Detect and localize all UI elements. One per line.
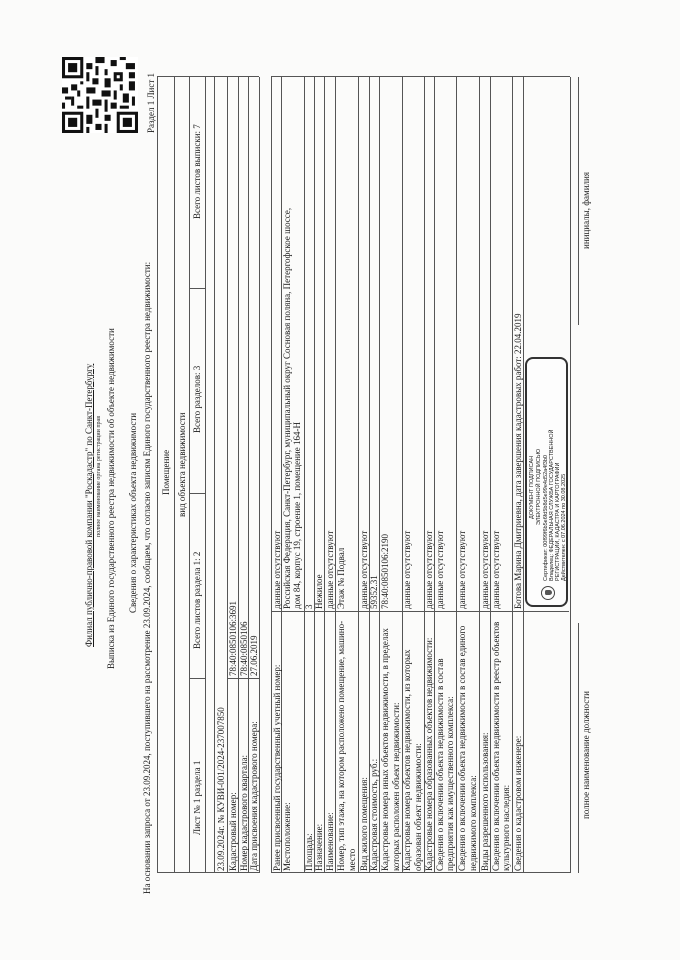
assignment-date-label: Дата присвоения кадастрового номера: [249,721,259,871]
qr-code [62,57,138,133]
object-type: Помещение [161,449,171,495]
signature-stamp [525,357,568,607]
stamp-line-1: ДОКУМЕНТ ПОДПИСАН [529,455,535,519]
parent-objects-label: Кадастровые номера иных объектов недвижимости, в пределах [380,628,390,871]
purpose-value: Нежилое [314,574,324,609]
source-objects-label: Кадастровые номера объектов недвижимости, из которых [402,649,412,871]
emblem-icon [541,586,555,600]
branch-name: Филиал публично-правовой компании "Роскадастр" по Санкт-Петербургу [84,363,94,647]
extract-sheets-total: Всего листов выписки: 7 [192,124,202,219]
permitted-use-value: данные отсутствуют [480,530,490,609]
source-objects-value: данные отсутствуют [402,530,412,609]
stamp-line-2: ЭЛЕКТРОННОЙ ПОДПИСЬЮ [536,448,542,525]
source-objects-label-line2: образован объект недвижимости: [413,743,423,871]
floor-label: Номер, тип этажа, на котором расположено помещение, машино- [336,620,346,871]
quarter-number-value: 78:40:0850106 [239,621,249,676]
cadastral-value-label: Кадастровая стоимость, руб.: [369,758,379,871]
name-caption: инициалы, фамилия [581,172,591,249]
heritage-label-line2: культурного наследия: [501,784,511,871]
rotated-document [58,49,618,909]
stamp-owner-line2: РЕГИСТРАЦИИ, КАДАСТРА И КАРТОГРАФИИ [555,462,561,581]
enterprise-label: Сведения о включении объекта недвижимости в состав [435,658,445,871]
parent-objects-value: 78:40:0850106:2190 [380,533,390,609]
extract-date-number: 23.09.2024г. № КУВИ-001/2024-237007850 [216,707,226,871]
permitted-use-label: Виды разрешенного использования: [480,732,490,871]
quarter-number-label: Номер кадастрового квартала: [239,755,249,871]
stamp-validity: Действителен: с 07.06.2024 по 30.08.2025 [561,473,567,581]
section-sheets-total: Всего листов раздела 1: 2 [192,551,202,649]
area-label: Площадь: [304,833,314,871]
sheet-number: Лист № 1 раздела 1 [192,760,202,835]
object-type-caption: вид объекта недвижимости [177,412,187,517]
living-type-label: Вид жилого помещения: [359,777,369,871]
previous-number-value: данные отсутствуют [272,530,282,609]
location-value-line2: дом 84, корпус 19, строение 1, помещение 164-Н [292,422,302,609]
location-value: Российская Федерация, Санкт-Петербург, муниципальный округ Сосновая поляна, Петергофское шоссе, [282,207,292,609]
location-label: Местоположение: [282,802,292,871]
enterprise-value: данные отсутствуют [435,530,445,609]
complex-value: данные отсутствуют [457,530,467,609]
previous-number-label: Ранее присвоенный государственный учетный номер: [272,664,282,871]
formed-objects-label: Кадастровые номера образованных объектов недвижимости: [424,637,434,871]
cadastral-number-label: Кадастровый номер: [228,792,238,871]
cadastral-number-value: 78:40:0850106:3691 [228,600,238,676]
enterprise-label-line2: предприятия как имущественного комплекса: [445,696,455,871]
position-caption: полное наименование должности [581,691,591,819]
branch-caption: полное наименование органа регистрации прав [96,415,102,537]
info-title: Сведения о характеристиках объекта недвижимости [128,412,138,613]
complex-label-line2: недвижимого комплекса: [468,775,478,871]
area-value: 3 [304,604,314,609]
name-label: Наименование: [325,812,335,871]
stamp-owner: Владелец: ФЕДЕРАЛЬНАЯ СЛУЖБА ГОСУДАРСТВЕННОЙ [549,429,555,581]
cadastral-value-value: 59352.31 [369,575,379,609]
living-type-value: данные отсутствуют [359,530,369,609]
extract-title: Выписка из Единого государственного реестра недвижимости об объекте недвижимости [106,328,116,669]
sections-total: Всего разделов: 3 [192,365,202,433]
assignment-date-value: 27.06.2019 [249,635,259,676]
name-value: данные отсутствуют [325,530,335,609]
engineer-label: Сведения о кадастровом инженере: [513,735,523,871]
stamp-certificate: Сертификат: 00f99f6b5e6fd5b8d5e99e4d52a4f3b0 [543,455,549,581]
floor-value: Этаж № Подвал [336,547,346,609]
engineer-value: Ботова Марина Дмитриевна, дата завершения кадастровых работ: 22.04.2019 [513,313,523,609]
section-label: Раздел 1 Лист 1 [146,72,156,133]
purpose-label: Назначение: [314,823,324,871]
heritage-value: данные отсутствуют [491,530,501,609]
formed-objects-value: данные отсутствуют [424,530,434,609]
floor-label-line2: место [347,848,357,871]
complex-label: Сведения о включении объекта недвижимости в состав единого [457,625,467,871]
parent-objects-label-line2: которых расположен объект недвижимости: [391,702,401,871]
request-basis: На основании запроса от 23.09.2024, поступившего на рассмотрение 23.09.2024, сообщаем, что согласно записям Единого государственного реестра недвижимости: [142,261,152,894]
heritage-label: Сведения о включении объекта недвижимости в реестр объектов [491,621,501,871]
